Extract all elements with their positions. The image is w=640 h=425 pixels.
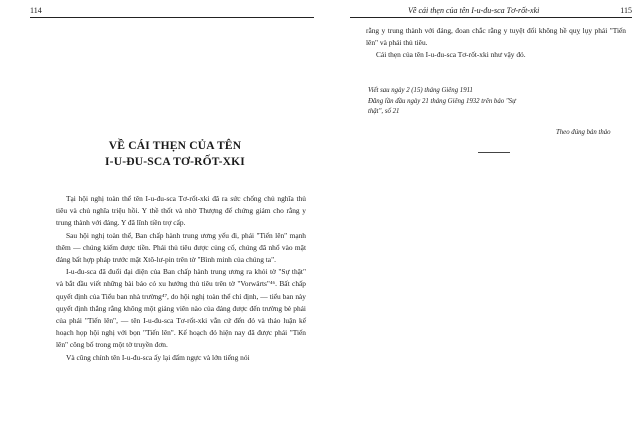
paragraph: I-u-đu-sca đã đuổi đại diện của Ban chấp hành trung ương ra khỏi tờ "Sự thật" và bắt đầu viết những bài báo có xu hướng thủ tiêu trên tờ "Vorwärts"⁴⁶. Bất chấp quyết định của Tiểu ban nhà trường⁴⁷, do hội nghị toàn thể chỉ định, — tiểu ban này quyết định thẳng rằng không một giảng viên nào của đảng được đến trường bè phái của phái "Tiến lên", — tên I-u-đu-sca Tơ-rốt-xki vẫn cứ đến đó và thảo luận kế hoạch họp hội nghị với bọn "Tiến lên". Kế hoạch đó hiện nay đã được phái "Tiến lên" công bố trong một tờ truyền đơn.: [56, 267, 306, 350]
article-title: [40, 138, 310, 170]
article-title-line-1: VỀ CÁI THẸN CỦA TÊN: [108, 140, 242, 152]
source-note: Theo đúng bản thảo: [556, 129, 611, 136]
left-body-text: [56, 193, 306, 364]
end-rule: [478, 152, 510, 153]
right-page-header: [350, 5, 632, 18]
first-published-note: Đăng lần đầu ngày 21 tháng Giêng 1932 trên báo "Sự thật", số 21: [368, 97, 516, 115]
right-page-number: 115: [620, 6, 632, 15]
written-date-note: Viết sau ngày 2 (15) tháng Giêng 1911: [368, 87, 473, 94]
article-title-line-2: I-U-ĐU-SCA TƠ-RỐT-XKI: [105, 156, 245, 168]
paragraph: Sau hội nghị toàn thể, Ban chấp hành trung ương yếu đi, phái "Tiến lên" mạnh thêm — chúng kiếm được tiền. Phái thủ tiêu được củng cố, chúng đã nhổ vào mặt đảng bất hợp pháp trước mặt Xtô-lư-pin trên tờ "Bình minh của chúng ta".: [56, 230, 306, 265]
paragraph: Tại hội nghị toàn thể tên I-u-đu-sca Tơ-rốt-xki đã ra sức chống chủ nghĩa thủ tiêu và chủ nghĩa triệu hồi. Y thề thốt và nhờ Thượng đế chứng giám cho rằng y trung thành với đảng. Y đã lĩnh tiền trợ cấp.: [56, 194, 306, 228]
closing-paragraph: Cái thẹn của tên I-u-đu-sca Tơ-rốt-xki như vậy đó.: [376, 50, 526, 60]
left-page-header: [30, 5, 314, 18]
running-head: Về cái thẹn của tên I-u-đu-sca Tơ-rốt-xki: [408, 6, 540, 15]
right-body-text: [366, 25, 626, 62]
paragraph: Và cũng chính tên I-u-đu-sca ấy lại đấm ngực và lớn tiếng nói: [66, 352, 250, 362]
left-page-number: 114: [30, 6, 42, 15]
publication-note: [368, 86, 630, 136]
continued-paragraph: rằng y trung thành với đảng, đoan chắc rằng y tuyệt đối không hề quỵ lụy phái "Tiến lên" và phái thủ tiêu.: [366, 26, 626, 48]
right-page: [320, 0, 640, 425]
